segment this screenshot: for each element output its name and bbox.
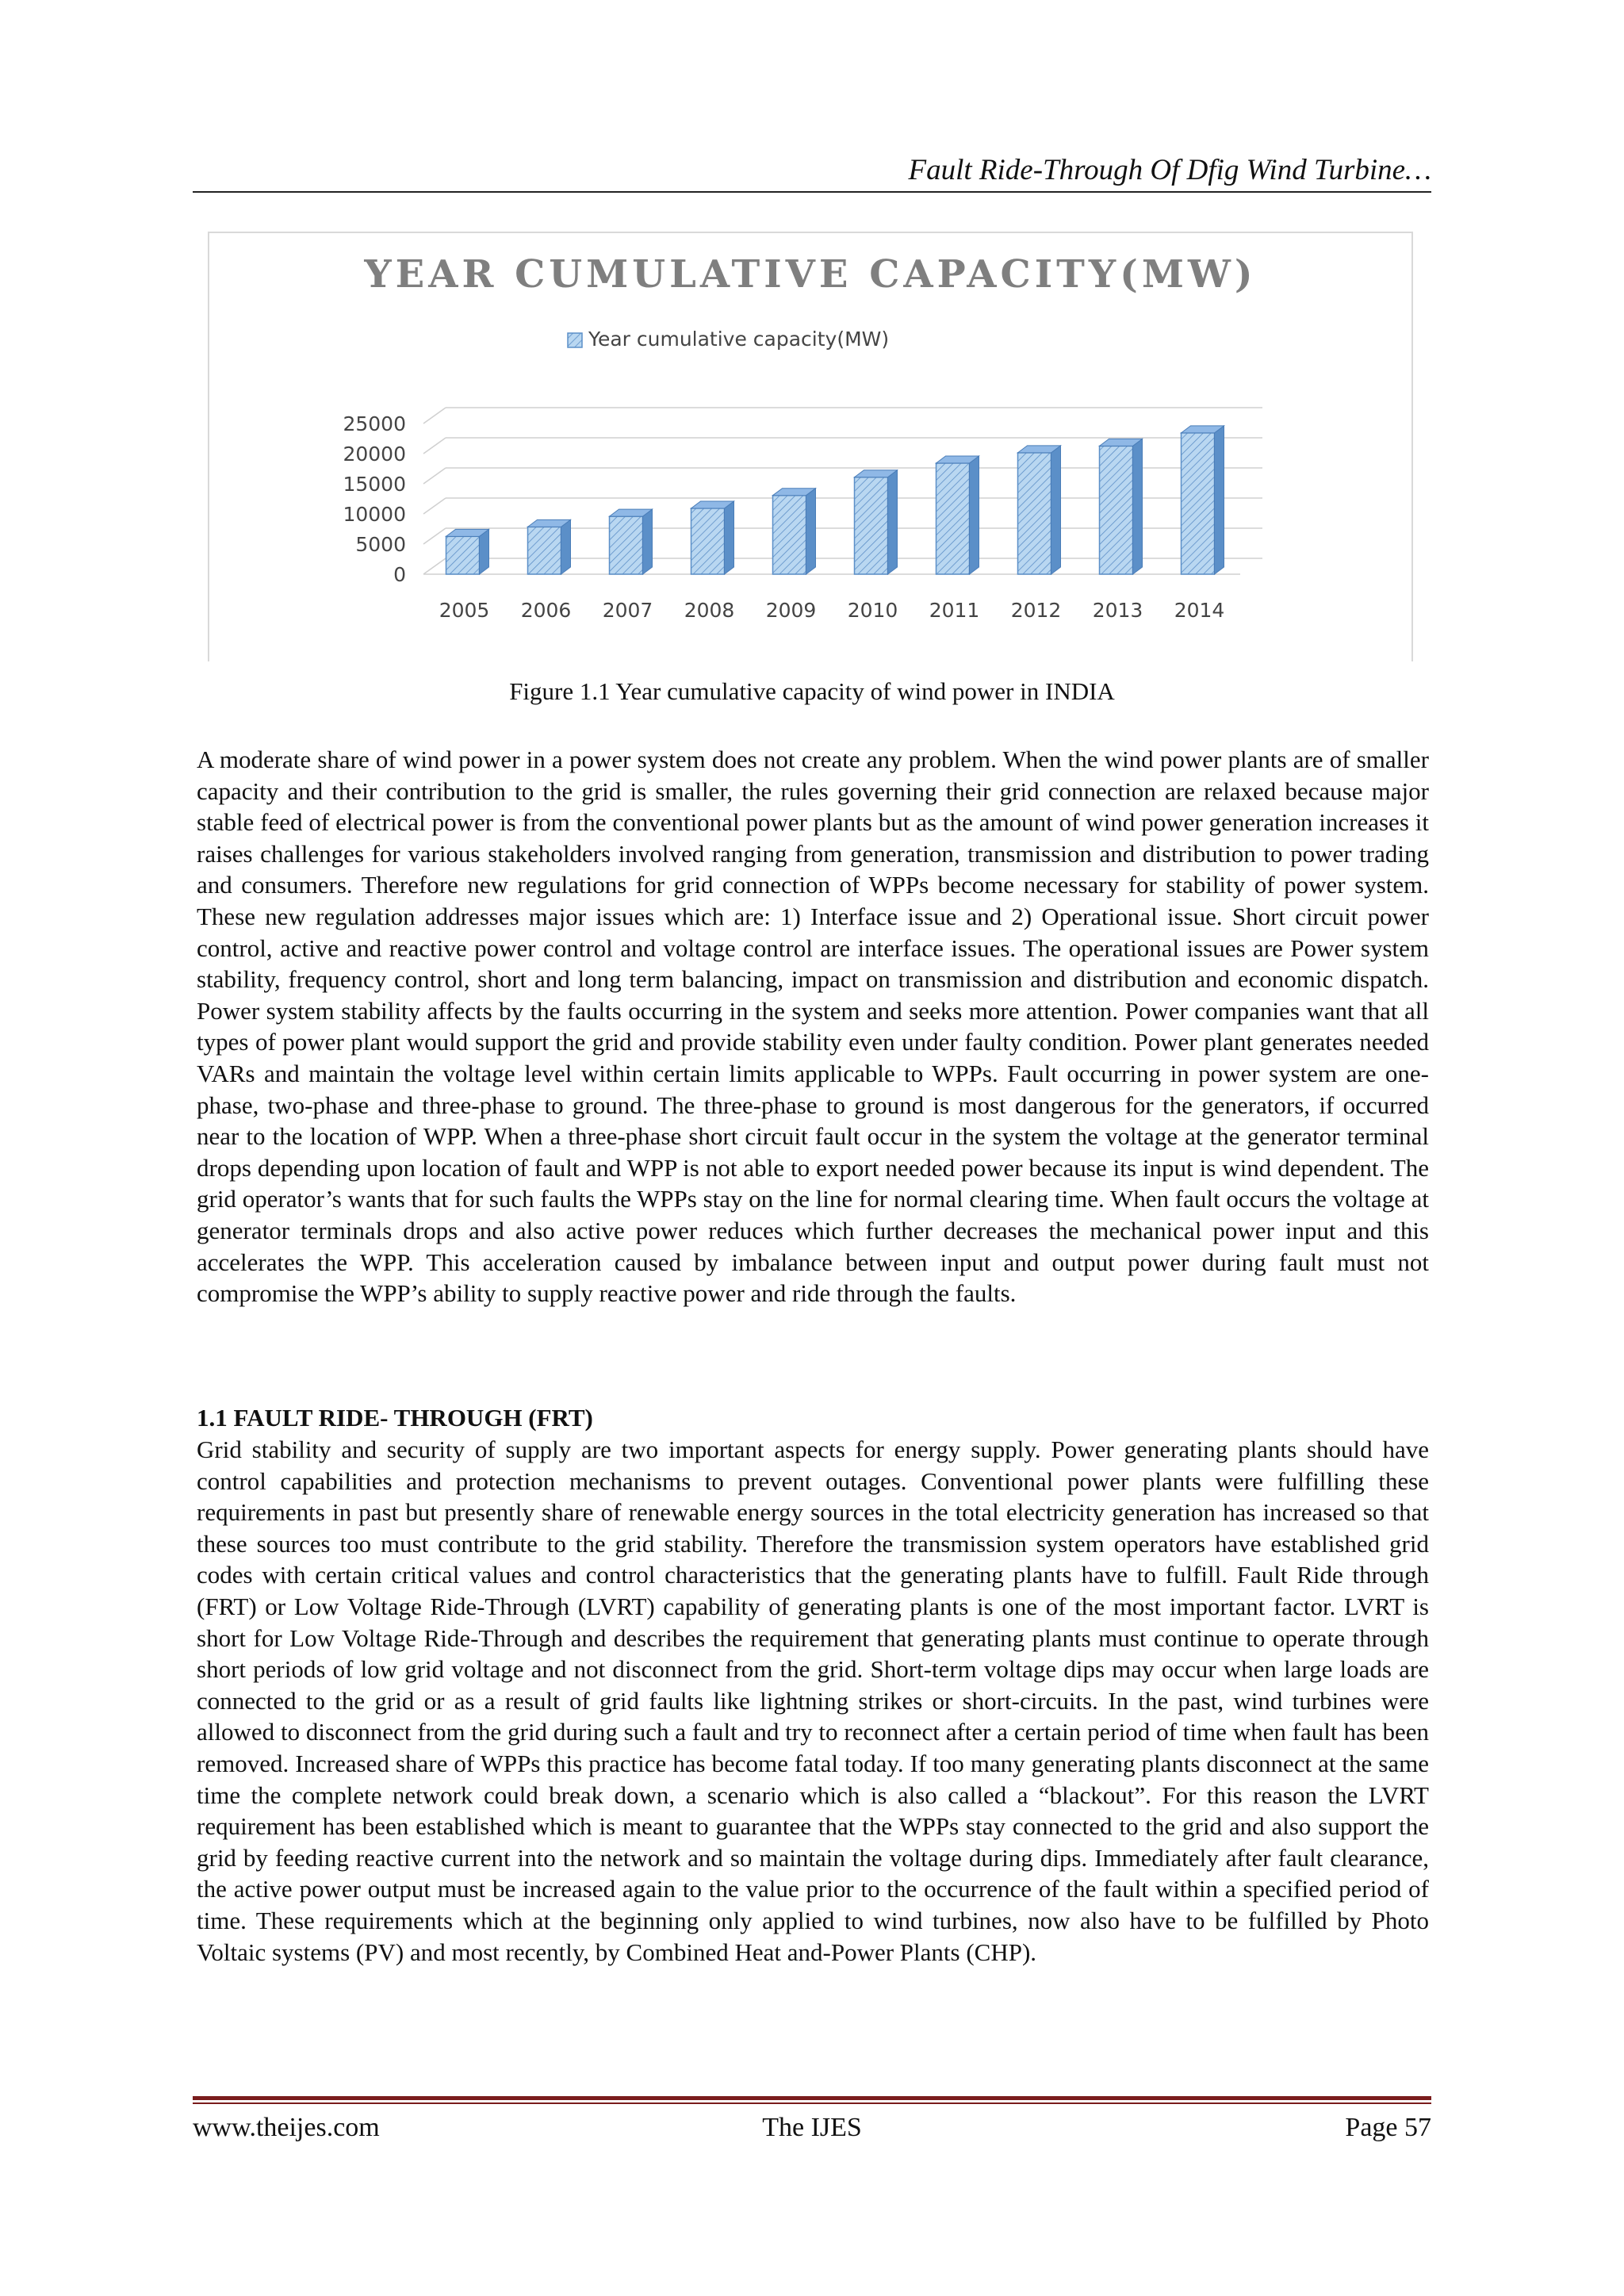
footer-rule-thin — [193, 2102, 1431, 2104]
gridline-depth — [423, 558, 446, 574]
bar-side-2011 — [970, 456, 979, 574]
bar-side-2013 — [1133, 439, 1143, 574]
y-tick-label: 20000 — [343, 443, 406, 466]
gridline-depth — [423, 438, 446, 454]
bar-side-2007 — [643, 509, 653, 574]
header-rule — [193, 191, 1431, 193]
gridline-depth — [423, 468, 446, 484]
gridline-depth — [423, 528, 446, 544]
x-tick-label: 2012 — [1010, 599, 1062, 622]
gridline-depth — [423, 498, 446, 514]
body-paragraph-1: A moderate share of wind power in a power system does not create any problem. When the wind power plants are of smaller capacity and their contribution to the grid is smaller, the rules governing their grid connection are relaxed because major stable feed of electrical power is from the conventional power plants but as the amount of wind power generation increases it raises challenges for various stakeholders involved ranging from generation, transmission and distribution to power trading and consumers. Therefore new regulations for grid connection of WPPs become necessary for stability of power system. These new regulation addresses major issues which are: 1) Interface issue and 2) Operational issue. Short circuit power control, active and reactive power control and voltage control are interface issues. The operational issues are Power system stability, frequency control, short and long term balancing, impact on transmission and distribution and economic dispatch. Power system stability affects by the faults occurring in the system and seeks more attention. Power companies want that all types of power plant would support the grid and provide stability even under faulty condition. Power plant generates needed VARs and maintain the voltage level within certain limits applicable to WPPs. Fault occurring in power system are one-phase, two-phase and three-phase to ground. The three-phase to ground is most dangerous for the generators, if occurred near to the location of WPP. When a three-phase short circuit fault occur in the system the voltage at the generator terminal drops depending upon location of fault and WPP is not able to export needed power because its input is wind dependent. The grid operator’s wants that for such faults the WPPs stay on the line for normal clearing time. When fault occurs the voltage at generator terminals drops and also active power reduces which further decreases the mechanical power input and this accelerates the WPP. This acceleration caused by imbalance between input and output power during fault must not compromise the WPP’s ability to supply reactive power and ride through the faults. — [197, 746, 1429, 1308]
legend-swatch — [568, 333, 582, 347]
footer-journal: The IJES — [762, 2113, 862, 2142]
bar-2011 — [936, 463, 970, 574]
gridline-depth — [423, 408, 446, 424]
figure-chart — [208, 232, 1413, 661]
x-tick-label: 2010 — [847, 599, 898, 622]
legend-label: Year cumulative capacity(MW) — [588, 328, 890, 351]
x-tick-label: 2005 — [439, 599, 490, 622]
bar-side-2014 — [1215, 426, 1224, 574]
bar-side-2009 — [806, 489, 816, 574]
body-paragraph-2: Grid stability and security of supply are two important aspects for energy supply. Power generating plants should have control capabilities and protection mechanisms to prevent outages. Conventional power plants were fulfilling these requirements in past but presently share of renewable energy sources in the total electricity generation has increased so that these sources too must contribute to the grid stability. Therefore the transmission system operators have established grid codes with certain critical values and control characteristics that the generating plants have to fulfill. Fault Ride through (FRT) or Low Voltage Ride-Through (LVRT) capability of generating plants is one of the most important factor. LVRT is short for Low Voltage Ride-Through and describes the requirement that generating plants must continue to operate through short periods of low grid voltage and not disconnect from the grid. Short-term voltage dips may occur when large loads are connected to the grid or as a result of grid faults like lightning strikes or short-circuits. In the past, wind turbines were allowed to disconnect from the grid during such a fault and try to reconnect after a certain period of time when fault has been removed. Increased share of WPPs this practice has become fatal today. If too many generating plants disconnect at the same time the complete network could break down, a scenario which is also called a “blackout”. For this reason the LVRT requirement has been established which is meant to guarantee that the WPPs stay connected to the grid and also support the grid by feeding reactive current into the network and so maintain the voltage during dips. Immediately after fault clearance, the active power output must be increased again to the value prior to the occurrence of the fault within a specified period of time. These requirements which at the beginning only applied to wind turbines, now also have to be fulfilled by Photo Voltaic systems (PV) and most recently, by Combined Heat and-Power Plants (CHP). — [197, 1435, 1429, 1966]
footer-rule-thick — [193, 2096, 1431, 2100]
x-tick-label: 2008 — [684, 599, 735, 622]
bar-side-2012 — [1051, 446, 1061, 574]
section-heading: 1.1 FAULT RIDE- THROUGH (FRT) — [197, 1404, 593, 1432]
y-tick-label: 5000 — [355, 533, 406, 556]
footer-website: www.theijes.com — [193, 2113, 380, 2142]
bar-2006 — [528, 527, 561, 574]
bar-side-2008 — [725, 501, 734, 574]
bar-chart — [209, 233, 1411, 661]
x-tick-label: 2011 — [929, 599, 980, 622]
bar-2009 — [773, 496, 806, 574]
bar-side-2010 — [888, 470, 898, 574]
page-footer — [193, 2110, 1431, 2146]
x-tick-label: 2013 — [1092, 599, 1143, 622]
y-tick-label: 10000 — [343, 503, 406, 526]
x-tick-label: 2014 — [1174, 599, 1225, 622]
y-tick-label: 15000 — [343, 473, 406, 496]
bar-2012 — [1018, 453, 1051, 574]
x-tick-label: 2007 — [602, 599, 653, 622]
bar-2005 — [446, 536, 480, 574]
y-tick-label: 25000 — [343, 412, 406, 435]
bar-2013 — [1100, 446, 1133, 574]
bar-side-2005 — [480, 529, 489, 574]
footer-page-number: Page 57 — [1345, 2113, 1431, 2142]
bar-side-2006 — [561, 519, 571, 574]
figure-caption: Figure 1.1 Year cumulative capacity of wind power in INDIA — [509, 677, 1115, 705]
y-tick-label: 0 — [393, 563, 406, 586]
bar-2014 — [1182, 433, 1215, 574]
running-header: Fault Ride-Through Of Dfig Wind Turbine… — [908, 154, 1431, 186]
x-tick-label: 2009 — [765, 599, 817, 622]
bar-2007 — [610, 516, 643, 574]
bar-2008 — [691, 508, 725, 574]
x-tick-label: 2006 — [520, 599, 572, 622]
chart-title: YEAR CUMULATIVE CAPACITY(MW) — [364, 252, 1257, 297]
bar-2010 — [855, 477, 888, 574]
